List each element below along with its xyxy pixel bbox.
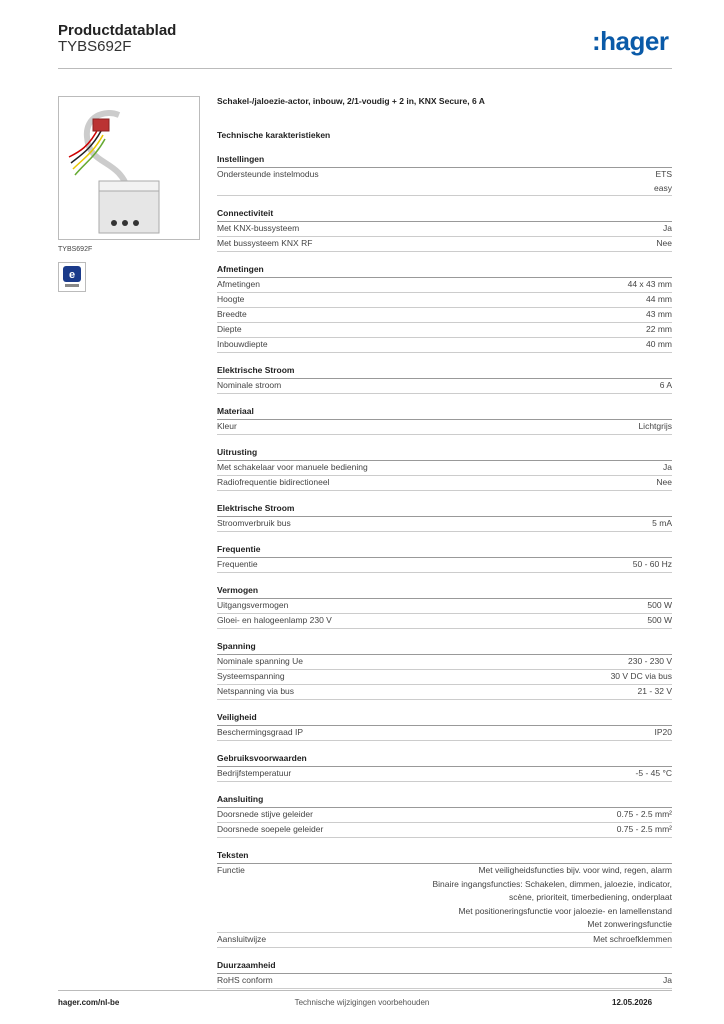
spec-row — [217, 767, 672, 782]
spec-row — [217, 476, 672, 491]
spec-label: Netspanning via bus — [217, 686, 295, 696]
spec-row — [217, 726, 672, 741]
spec-content — [217, 96, 672, 989]
spec-section — [217, 850, 672, 948]
spec-value: 22 mm — [646, 324, 672, 334]
image-caption: TYBS692F — [58, 246, 93, 253]
spec-value: 0.75 - 2.5 mm² — [616, 824, 672, 834]
section-title: Uitrusting — [217, 447, 672, 461]
spec-sections — [217, 154, 672, 989]
section-title: Elektrische Stroom — [217, 503, 672, 517]
svg-text:e: e — [68, 269, 76, 281]
spec-value: 44 x 43 mm — [627, 279, 672, 289]
spec-row — [217, 293, 672, 308]
spec-row — [217, 237, 672, 252]
spec-value: 230 - 230 V — [628, 656, 672, 666]
spec-section — [217, 544, 672, 573]
spec-label: Afmetingen — [217, 279, 260, 289]
spec-label: Aansluitwijze — [217, 933, 267, 944]
spec-label: Ondersteunde instelmodus — [217, 169, 319, 179]
tech-heading: Technische karakteristieken — [217, 130, 331, 140]
spec-row — [217, 808, 672, 823]
spec-label: Uitgangsvermogen — [217, 600, 289, 610]
spec-value: 40 mm — [646, 339, 672, 349]
spec-section — [217, 753, 672, 782]
section-title: Aansluiting — [217, 794, 672, 808]
spec-label: Stroomverbruik bus — [217, 518, 291, 528]
spec-row — [217, 420, 672, 435]
hager-logo: :hager — [592, 26, 669, 56]
spec-label: Met bussysteem KNX RF — [217, 238, 313, 248]
spec-value: -5 - 45 °C — [635, 768, 672, 778]
spec-label: RoHS conform — [217, 974, 273, 985]
spec-section — [217, 712, 672, 741]
spec-label: Doorsnede stijve geleider — [217, 809, 313, 819]
spec-label: Diepte — [217, 324, 242, 334]
spec-section — [217, 585, 672, 629]
spec-row — [217, 278, 672, 293]
section-title: Gebruiksvoorwaarden — [217, 753, 672, 767]
spec-value: Ja — [663, 974, 672, 985]
spec-row — [217, 933, 672, 948]
spec-row — [217, 685, 672, 700]
spec-label: Nominale spanning Ue — [217, 656, 303, 666]
header-divider — [58, 68, 672, 69]
spec-value: 21 - 32 V — [637, 686, 672, 696]
spec-label: Doorsnede soepele geleider — [217, 824, 324, 834]
product-code: TYBS692F — [58, 38, 132, 55]
spec-row — [217, 308, 672, 323]
spec-section — [217, 154, 672, 196]
spec-label: Functie — [217, 865, 245, 875]
spec-label: Inbouwdiepte — [217, 339, 268, 349]
spec-value: 30 V DC via bus — [610, 671, 672, 681]
section-title: Connectiviteit — [217, 208, 672, 222]
spec-label: Met schakelaar voor manuele bediening — [217, 462, 368, 472]
spec-row — [217, 323, 672, 338]
spec-row — [217, 461, 672, 476]
spec-value: Lichtgrijs — [638, 421, 672, 431]
spec-section — [217, 365, 672, 394]
footer-website: hager.com/nl-be — [58, 998, 120, 1007]
spec-section — [217, 503, 672, 532]
spec-value: 500 W — [647, 615, 672, 625]
section-title: Materiaal — [217, 406, 672, 420]
spec-label: Beschermingsgraad IP — [217, 727, 303, 737]
footer-disclaimer: Technische wijzigingen voorbehouden — [294, 998, 430, 1007]
spec-row — [217, 823, 672, 838]
spec-value: 5 mA — [652, 518, 672, 528]
spec-value: Nee — [656, 238, 672, 248]
section-title: Veiligheid — [217, 712, 672, 726]
spec-section — [217, 641, 672, 700]
spec-label: Bedrijfstemperatuur — [217, 768, 292, 778]
spec-section — [217, 264, 672, 353]
spec-row — [217, 670, 672, 685]
section-title: Spanning — [217, 641, 672, 655]
section-title: Vermogen — [217, 585, 672, 599]
spec-label: Gloei- en halogeenlamp 230 V — [217, 615, 332, 625]
section-title: Duurzaamheid — [217, 960, 672, 974]
spec-label: Met KNX-bussysteem — [217, 223, 300, 233]
spec-label: Breedte — [217, 309, 247, 319]
spec-section — [217, 447, 672, 491]
section-title: Elektrische Stroom — [217, 365, 672, 379]
section-title: Afmetingen — [217, 264, 672, 278]
footer-date: 12.05.2026 — [612, 998, 653, 1007]
spec-section — [217, 406, 672, 435]
spec-row — [217, 222, 672, 237]
spec-section — [217, 794, 672, 838]
spec-row — [217, 517, 672, 532]
spec-row — [217, 599, 672, 614]
spec-value: ETS easy — [654, 169, 672, 193]
spec-value: Met schroefklemmen — [593, 933, 672, 944]
spec-value: 43 mm — [646, 309, 672, 319]
product-description: Schakel-/jaloezie-actor, inbouw, 2/1-voudig + 2 in, KNX Secure, 6 A — [217, 96, 485, 106]
spec-value: IP20 — [654, 727, 672, 737]
spec-value: 6 A — [659, 380, 672, 390]
product-image — [58, 96, 200, 240]
spec-section — [217, 208, 672, 252]
spec-value: Ja — [663, 462, 672, 472]
spec-row — [217, 614, 672, 629]
spec-value: Nee — [656, 477, 672, 487]
spec-value: 0.75 - 2.5 mm² — [616, 809, 672, 819]
section-title: Frequentie — [217, 544, 672, 558]
spec-row — [217, 379, 672, 394]
spec-label: Kleur — [217, 421, 237, 431]
spec-label: Radiofrequentie bidirectioneel — [217, 477, 330, 487]
footer-divider — [58, 990, 672, 991]
spec-label: Hoogte — [217, 294, 245, 304]
page-title: Productdatablad — [58, 22, 177, 39]
spec-row — [217, 168, 672, 196]
epd-badge-icon — [58, 262, 86, 292]
spec-row — [217, 864, 672, 933]
spec-value: 44 mm — [646, 294, 672, 304]
spec-value: Met veiligheidsfuncties bijv. voor wind, regen, alarm Binaire ingangsfuncties: Schakelen, dimmen, jaloezie, indicator, scène, prioriteit, timerbediening, onderplaat Met positioneringsfunctie voor jaloezie- en lamellenstand Met zonweringsfunctie — [432, 865, 672, 929]
spec-label: Nominale stroom — [217, 380, 282, 390]
spec-value: 50 - 60 Hz — [632, 559, 672, 569]
section-title: Teksten — [217, 850, 672, 864]
spec-section — [217, 960, 672, 989]
spec-row — [217, 655, 672, 670]
spec-value: 500 W — [647, 600, 672, 610]
spec-row — [217, 974, 672, 989]
spec-row — [217, 558, 672, 573]
spec-value: Ja — [663, 223, 672, 233]
spec-row — [217, 338, 672, 353]
spec-label: Systeemspanning — [217, 671, 285, 681]
spec-label: Frequentie — [217, 559, 258, 569]
section-title: Instellingen — [217, 154, 672, 168]
